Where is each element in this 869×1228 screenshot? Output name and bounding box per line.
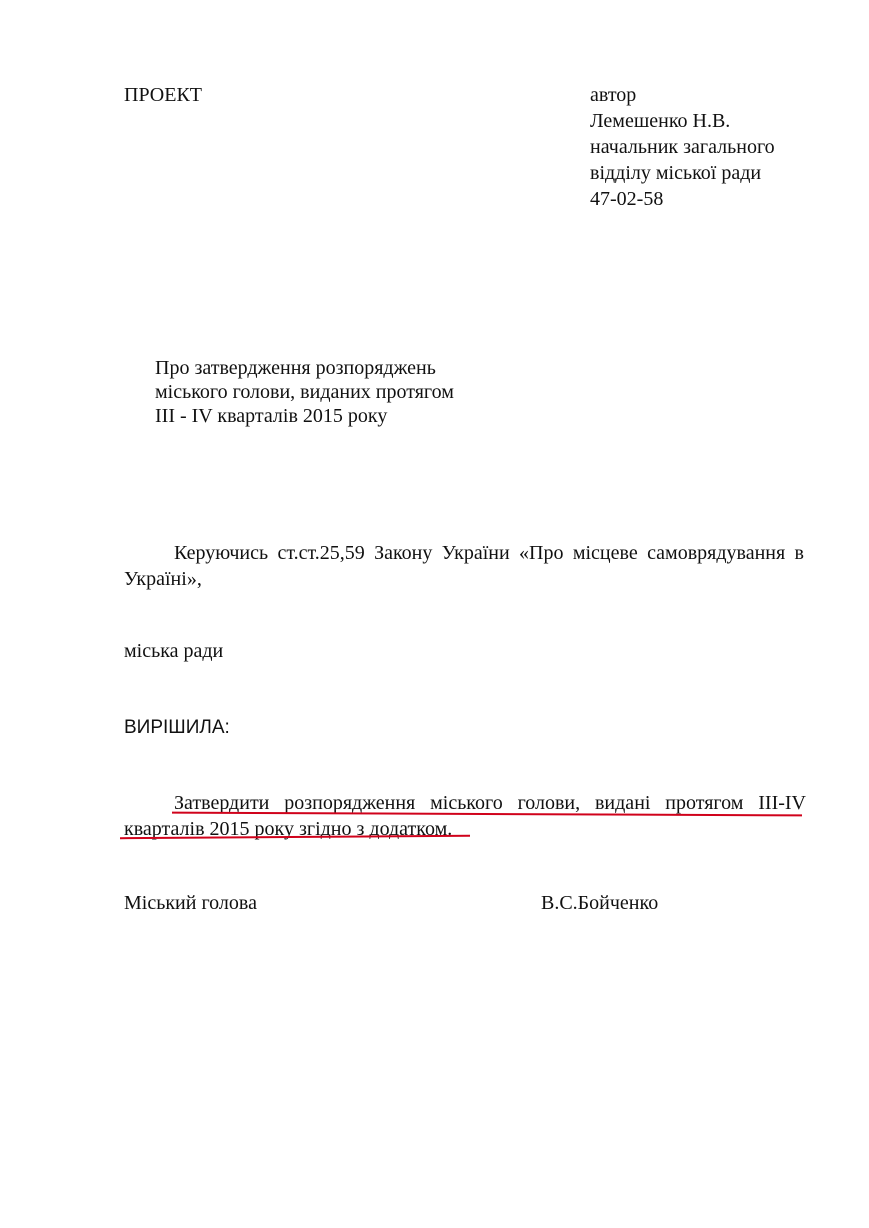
author-name: Лемешенко Н.В. [590, 110, 731, 132]
title-line2: міського голови, виданих протягом [155, 381, 454, 403]
preamble-line2: Україні», [124, 568, 202, 590]
document-title [155, 356, 454, 428]
author-label: автор [590, 84, 637, 106]
preamble-line1: Керуючись ст.ст.25,59 Закону України «Про місцеве самоврядування в [174, 542, 804, 564]
author-position-line2: відділу міської ради [590, 162, 762, 184]
signature-name: В.С.Бойченко [541, 892, 659, 914]
signature-title: Міський голова [124, 892, 257, 914]
project-label: ПРОЕКТ [124, 84, 203, 106]
author-phone: 47-02-58 [590, 188, 664, 210]
council-label: міська ради [124, 640, 224, 662]
title-line1: Про затвердження розпоряджень [155, 357, 436, 379]
author-position-line1: начальник загального [590, 136, 775, 158]
decided-heading: ВИРІШИЛА: [124, 717, 230, 738]
author-block [590, 82, 775, 212]
preamble-paragraph [124, 540, 804, 592]
resolution-line2: кварталів 2015 року згідно з додатком. [124, 818, 453, 840]
resolution-line1: Затвердити розпорядження міського голови, видані протягом ІІІ-ІV [174, 792, 806, 814]
title-line3: ІІІ - ІV кварталів 2015 року [155, 405, 388, 427]
